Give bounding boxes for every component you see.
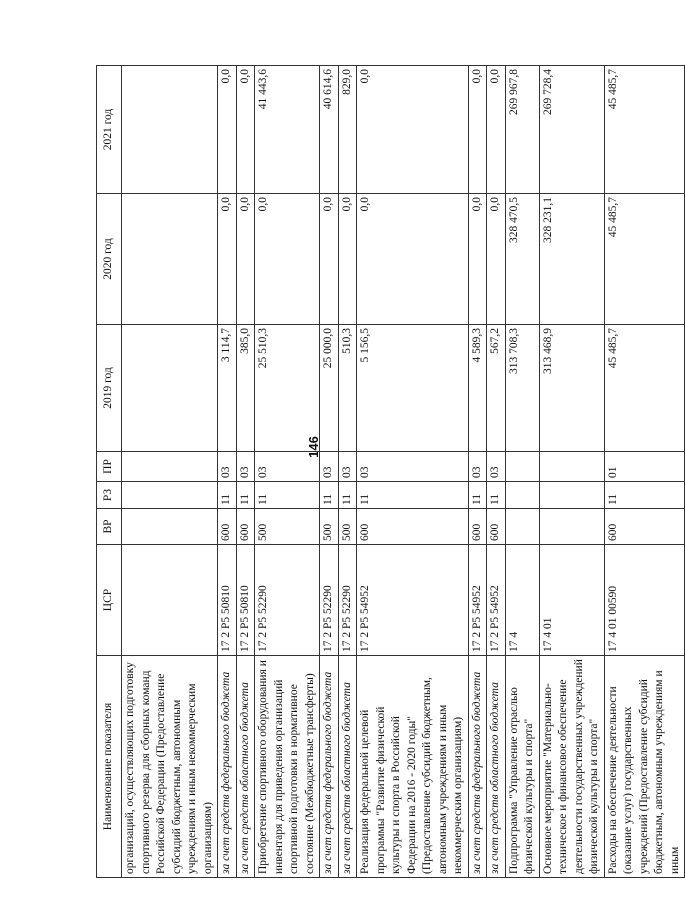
value-2020: 0,0	[357, 194, 469, 325]
table-row	[505, 66, 539, 878]
header-2019: 2019 год	[97, 325, 122, 452]
rz-cell: 11	[338, 482, 357, 509]
value-2020: 45 485,7	[604, 194, 685, 325]
value-2019: 567,2	[487, 325, 506, 452]
value-2020: 0,0	[236, 194, 255, 325]
value-2021: 0,0	[357, 66, 469, 194]
csr-cell: 17 2 P5 50810	[236, 545, 255, 656]
table-row	[255, 66, 320, 878]
value-2019: 5 156,5	[357, 325, 469, 452]
table-row	[236, 66, 255, 878]
pr-cell: 03	[320, 452, 339, 482]
value-2021: 45 485,7	[604, 66, 685, 194]
value-2020: 328 470,5	[505, 194, 539, 325]
pr-cell: 03	[487, 452, 506, 482]
value-2021	[122, 66, 218, 194]
value-2019: 3 114,7	[218, 325, 237, 452]
value-2019: 510,3	[338, 325, 357, 452]
value-2019: 4 589,3	[468, 325, 487, 452]
name-cell: организаций, осуществляющих подготовку спортивного резерва для сборных команд Российской Федерации (Предоставление субсидий бюджетным, автономным учреждениям и иным некоммерческим организациям)	[122, 656, 218, 878]
value-2021: 40 614,6	[320, 66, 339, 194]
pr-cell: 03	[357, 452, 469, 482]
value-2019: 45 485,7	[604, 325, 685, 452]
name-cell: Подпрограмма "Управление отраслью физической культуры и спорта"	[505, 656, 539, 878]
vr-cell: 600	[357, 509, 469, 545]
pr-cell: 01	[604, 452, 685, 482]
name-cell: за счет средств областного бюджета	[487, 656, 506, 878]
header-row	[97, 66, 122, 878]
vr-cell: 500	[255, 509, 320, 545]
budget-table	[96, 65, 685, 878]
table-row	[539, 66, 604, 878]
value-2020: 328 231,1	[539, 194, 604, 325]
csr-cell: 17 2 P5 52290	[320, 545, 339, 656]
rz-cell: 11	[236, 482, 255, 509]
rz-cell	[122, 482, 218, 509]
rotated-page	[96, 66, 681, 878]
vr-cell: 600	[218, 509, 237, 545]
value-2019: 25 510,3	[255, 325, 320, 452]
csr-cell	[122, 545, 218, 656]
value-2019	[122, 325, 218, 452]
rz-cell: 11	[357, 482, 469, 509]
pr-cell: 03	[338, 452, 357, 482]
name-cell: Приобретение спортивного оборудования и инвентаря для приведения организаций спортивной подготовки в нормативное состояние (Межбюджетные трансферты)	[255, 656, 320, 878]
header-rz: РЗ	[97, 482, 122, 509]
csr-cell: 17 4	[505, 545, 539, 656]
rz-cell: 11	[255, 482, 320, 509]
table-row	[468, 66, 487, 878]
vr-cell: 600	[604, 509, 685, 545]
csr-cell: 17 2 P5 54952	[487, 545, 506, 656]
vr-cell	[539, 509, 604, 545]
value-2021: 0,0	[236, 66, 255, 194]
table-row	[338, 66, 357, 878]
name-cell: за счет средств федерального бюджета	[468, 656, 487, 878]
vr-cell	[122, 509, 218, 545]
header-csr: ЦСР	[97, 545, 122, 656]
value-2020: 0,0	[468, 194, 487, 325]
pr-cell: 03	[236, 452, 255, 482]
vr-cell: 500	[338, 509, 357, 545]
vr-cell: 500	[320, 509, 339, 545]
header-2020: 2020 год	[97, 194, 122, 325]
page-number: 146	[306, 436, 321, 458]
vr-cell: 600	[487, 509, 506, 545]
rz-cell	[539, 482, 604, 509]
pr-cell	[539, 452, 604, 482]
csr-cell: 17 4 01 00590	[604, 545, 685, 656]
header-2021: 2021 год	[97, 66, 122, 194]
table-row	[357, 66, 469, 878]
name-cell: за счет средств областного бюджета	[338, 656, 357, 878]
vr-cell: 600	[236, 509, 255, 545]
rz-cell: 11	[320, 482, 339, 509]
value-2019: 313 708,3	[505, 325, 539, 452]
pr-cell	[122, 452, 218, 482]
rz-cell: 11	[604, 482, 685, 509]
value-2021: 0,0	[487, 66, 506, 194]
value-2021: 0,0	[468, 66, 487, 194]
pr-cell: 03	[218, 452, 237, 482]
name-cell: Основное мероприятие "Материально-техническое и финансовое обеспечение деятельности государственных учреждений физической культуры и спорта"	[539, 656, 604, 878]
name-cell: Расходы на обеспечение деятельности (оказание услуг) государственных учреждений (Предоставление субсидий бюджетным, автономным учреждениям и иным	[604, 656, 685, 878]
value-2020: 0,0	[338, 194, 357, 325]
csr-cell: 17 2 P5 54952	[357, 545, 469, 656]
csr-cell: 17 2 P5 52290	[338, 545, 357, 656]
value-2020	[122, 194, 218, 325]
rz-cell: 11	[468, 482, 487, 509]
pr-cell: 03	[255, 452, 320, 482]
value-2021: 269 728,4	[539, 66, 604, 194]
pr-cell: 03	[468, 452, 487, 482]
value-2021: 41 443,6	[255, 66, 320, 194]
table-row	[320, 66, 339, 878]
value-2019: 313 468,9	[539, 325, 604, 452]
name-cell: за счет средств федерального бюджета	[320, 656, 339, 878]
name-cell: за счет средств областного бюджета	[236, 656, 255, 878]
value-2020: 0,0	[320, 194, 339, 325]
table-row	[487, 66, 506, 878]
value-2021: 269 967,8	[505, 66, 539, 194]
rz-cell	[505, 482, 539, 509]
value-2019: 385,0	[236, 325, 255, 452]
value-2020: 0,0	[255, 194, 320, 325]
csr-cell: 17 2 P5 50810	[218, 545, 237, 656]
header-pr: ПР	[97, 452, 122, 482]
pr-cell	[505, 452, 539, 482]
name-cell: за счет средств федерального бюджета	[218, 656, 237, 878]
csr-cell: 17 2 P5 52290	[255, 545, 320, 656]
table-row	[218, 66, 237, 878]
value-2019: 25 000,0	[320, 325, 339, 452]
rz-cell: 11	[487, 482, 506, 509]
value-2021: 0,0	[218, 66, 237, 194]
csr-cell: 17 4 01	[539, 545, 604, 656]
rz-cell: 11	[218, 482, 237, 509]
value-2021: 829,0	[338, 66, 357, 194]
name-cell: Реализация федеральной целевой программы "Развитие физической культуры и спорта в Российской Федерации на 2016 - 2020 годы" (Предоставление субсидий бюджетным, автономным учреждениям и иным некоммерческим организациям)	[357, 656, 469, 878]
csr-cell: 17 2 P5 54952	[468, 545, 487, 656]
vr-cell	[505, 509, 539, 545]
vr-cell: 600	[468, 509, 487, 545]
table-row	[122, 66, 218, 878]
table-row	[604, 66, 685, 878]
header-vr: ВР	[97, 509, 122, 545]
table-body	[97, 66, 685, 878]
value-2020: 0,0	[218, 194, 237, 325]
value-2020: 0,0	[487, 194, 506, 325]
header-name: Наименование показателя	[97, 656, 122, 878]
